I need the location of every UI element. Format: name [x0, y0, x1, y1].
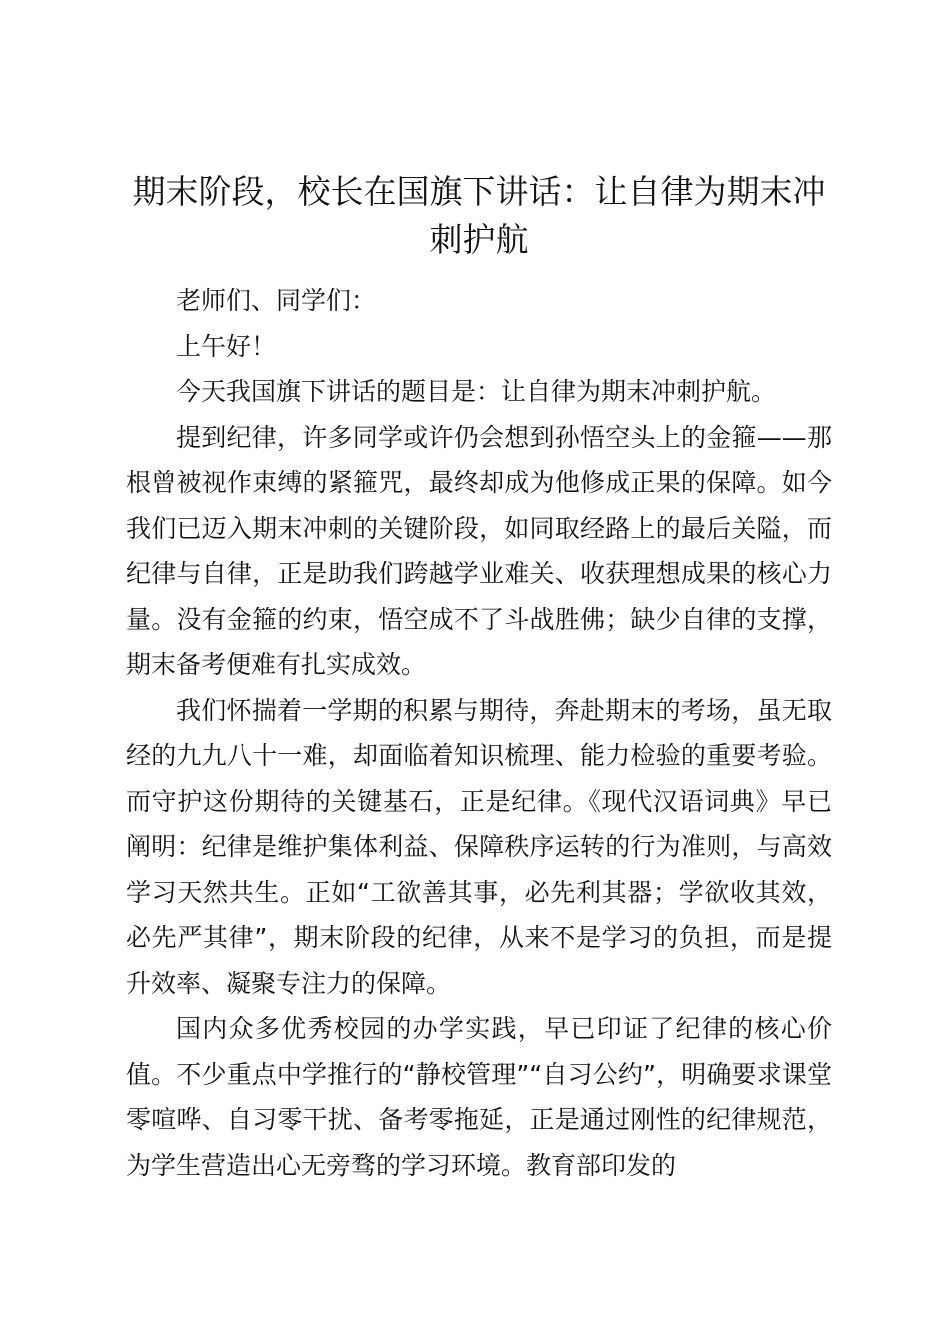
document-body [126, 278, 832, 1188]
topic-paragraph: 今天我国旗下讲话的题目是：让自律为期末冲刺护航。 [176, 377, 777, 406]
body-paragraph: 国内众多优秀校园的办学实践，早已印证了纪律的核心价值。不少重点中学推行的“静校管理”“自习公约”，明确要求课堂零喧哗、自习零干扰、备考零拖延，正是通过刚性的纪律规范，为学生营造出心无旁骛的学习环境。教育部印发的 [126, 1014, 832, 1180]
document-title: 期末阶段，校长在国旗下讲话：让自律为期末冲刺护航 [132, 172, 826, 259]
greeting-paragraph: 上午好！ [176, 331, 277, 361]
document-page [126, 168, 832, 1188]
body-paragraph: 提到纪律，许多同学或许仍会想到孙悟空头上的金箍——那根曾被视作束缚的紧箍咒，最终却成为他修成正果的保障。如今我们已迈入期末冲刺的关键阶段，如同取经路上的最后关隘，而纪律与自律，正是助我们跨越学业难关、收获理想成果的核心力量。没有金箍的约束，悟空成不了斗战胜佛；缺少自律的支撑，期末备考便难有扎实成效。 [126, 422, 832, 679]
salutation-paragraph: 老师们、同学们： [176, 286, 377, 315]
body-paragraph: 我们怀揣着一学期的积累与期待，奔赴期末的考场，虽无取经的九九八十一难，却面临着知识梳理、能力检验的重要考验。而守护这份期待的关键基石，正是纪律。《现代汉语词典》早已阐明：纪律是维护集体利益、保障秩序运转的行为准则，与高效学习天然共生。正如“工欲善其事，必先利其器；学欲收其效，必先严其律”，期末阶段的纪律，从来不是学习的负担，而是提升效率、凝聚专注力的保障。 [126, 695, 832, 998]
